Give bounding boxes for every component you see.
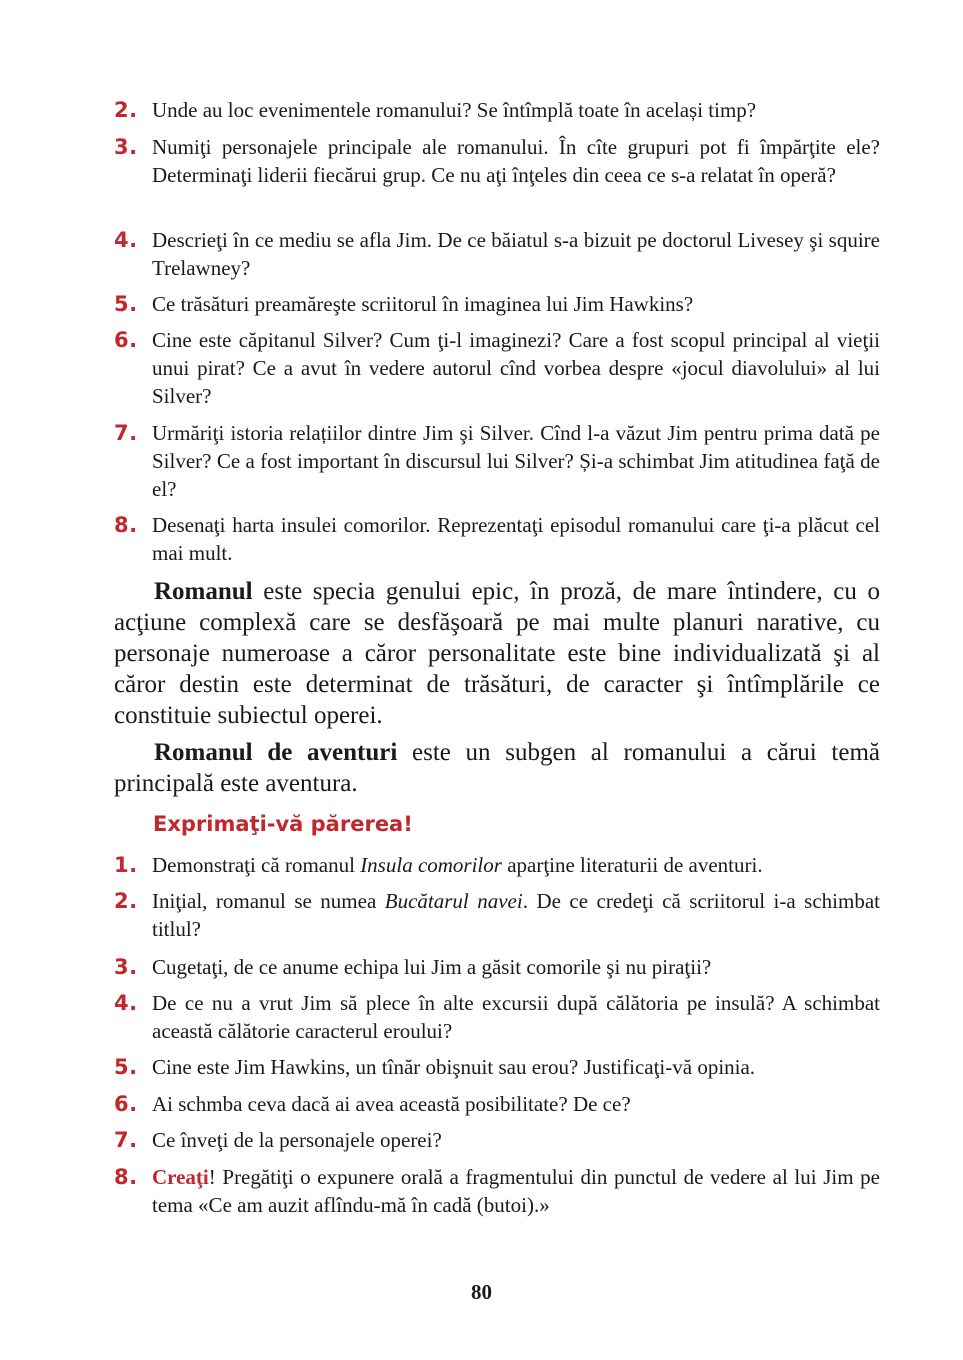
question-item — [114, 1163, 880, 1219]
question-item — [114, 887, 880, 943]
question-text: Iniţial, romanul se numea Bucătarul navei. De ce credeţi că scriitorul i-a schimbat titlul? — [152, 889, 880, 941]
definition-text: este un subgen al romanului a cărui temă principală este aventura. — [114, 739, 880, 797]
question-item — [114, 989, 880, 1045]
definition-roman-aventuri — [114, 737, 880, 799]
original-title: Bucătarul navei — [384, 889, 523, 913]
question-number: 6. — [114, 328, 138, 352]
question-number: 6. — [114, 1092, 138, 1116]
question-item — [114, 953, 880, 981]
question-text: Cine este căpitanul Silver? Cum ţi-l imaginezi? Care a fost scopul principal al vieţii unui pirat? Ce a avut în vedere autorul cînd vorbea despre «jocul diavolului» al lui Silver? — [152, 328, 880, 408]
question-number: 5. — [114, 292, 138, 316]
question-number: 3. — [114, 135, 138, 159]
page-number: 80 — [471, 1280, 492, 1304]
question-text: Ai schmba ceva dacă ai avea această posibilitate? De ce? — [152, 1092, 631, 1116]
question-number: 1. — [114, 853, 138, 877]
create-keyword: Creaţi — [152, 1165, 209, 1189]
question-item — [114, 290, 880, 318]
question-number: 2. — [114, 98, 138, 122]
question-text: Descrieţi în ce mediu se afla Jim. De ce băiatul s-a bizuit pe doctorul Livesey şi squire Trelawney? — [152, 228, 880, 280]
question-text: Urmăriţi istoria relațiilor dintre Jim şi Silver. Cînd l-a văzut Jim pentru prima dată pe Silver? Ce a fost important în discursul lui Silver? Și-a schimbat Jim atitudinea faţă de el? — [152, 421, 880, 501]
question-number: 8. — [114, 1165, 138, 1189]
question-number: 3. — [114, 955, 138, 979]
section-heading: Exprimaţi-vă părerea! — [153, 812, 413, 836]
question-item — [114, 226, 880, 282]
question-number: 8. — [114, 513, 138, 537]
question-text: Numiţi personajele principale ale romanului. În cîte grupuri pot fi împărţite ele? Determinaţi liderii fiecărui grup. Ce nu aţi înţeles din ceea ce s-a relatat în operă? — [152, 135, 880, 187]
question-item — [114, 419, 880, 503]
question-item — [114, 511, 880, 567]
definition-term: Romanul — [154, 578, 253, 605]
question-item — [114, 96, 880, 124]
question-text: Unde au loc evenimentele romanului? Se întîmplă toate în același timp? — [152, 98, 757, 122]
question-text: Cine este Jim Hawkins, un tînăr obişnuit sau erou? Justificaţi-vă opinia. — [152, 1055, 756, 1079]
question-item — [114, 1053, 880, 1081]
question-number: 7. — [114, 1128, 138, 1152]
question-text: Creaţi! Pregătiţi o expunere orală a fragmentului din punctul de vedere al lui Jim pe tema «Ce am auzit aflîndu-mă în cadă (butoi).» — [152, 1165, 880, 1217]
question-number: 4. — [114, 228, 138, 252]
question-number: 5. — [114, 1055, 138, 1079]
question-text: Demonstraţi că romanul Insula comorilor aparţine literaturii de aventuri. — [152, 853, 763, 877]
definition-term: Romanul de aventuri — [154, 739, 398, 766]
question-item — [114, 851, 880, 879]
question-item — [114, 326, 880, 410]
question-number: 4. — [114, 991, 138, 1015]
question-text: Ce înveţi de la personajele operei? — [152, 1128, 442, 1152]
question-text: Ce trăsături preamăreşte scriitorul în imaginea lui Jim Hawkins? — [152, 292, 694, 316]
question-text: Cugetaţi, de ce anume echipa lui Jim a găsit comorile şi nu piraţii? — [152, 955, 712, 979]
definition-roman — [114, 576, 880, 731]
question-number: 7. — [114, 421, 138, 445]
question-item — [114, 133, 880, 189]
definition-text: este specia genului epic, în proză, de mare întindere, cu o acţiune complexă care se desfăşoară pe mai multe planuri narative, cu personaje numeroase a căror personalitate este bine individualizată şi al căror destin este determinat de trăsături, de caracter şi întîmplările ce constituie subiectul operei. — [114, 578, 880, 729]
question-text: De ce nu a vrut Jim să plece în alte excursii după călătoria pe insulă? A schimbat această călătorie caracterul eroului? — [152, 991, 880, 1043]
question-item — [114, 1090, 880, 1118]
question-number: 2. — [114, 889, 138, 913]
book-title: Insula comorilor — [360, 853, 502, 877]
question-text: Desenaţi harta insulei comorilor. Reprezentaţi episodul romanului care ţi-a plăcut cel mai mult. — [152, 513, 880, 565]
question-item — [114, 1126, 880, 1154]
